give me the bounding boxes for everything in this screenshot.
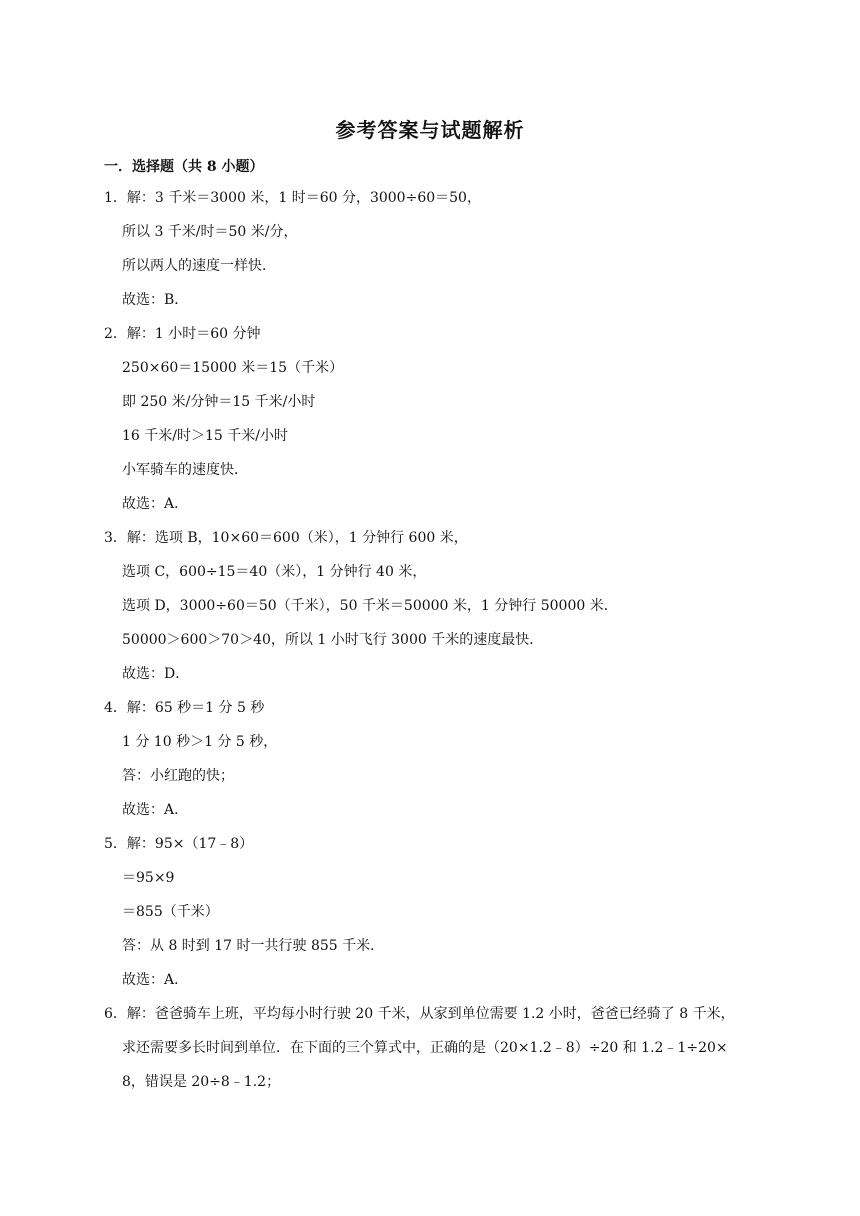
answer-6-line-1: 6．解：爸爸骑车上班，平均每小时行驶 20 千米，从家到单位需要 1.2 小时，爸爸已经骑了 8 千米， [104,1006,735,1022]
section-heading: 一．选择题（共 8 小题） [104,159,264,175]
answer-6-line-3: 8，错误是 20÷8﹣1.2； [122,1074,281,1090]
answer-2-line-1: 2．解：1 小时＝60 分钟 [104,326,261,342]
answer-1-choice: 故选：B． [122,292,189,308]
page-title: 参考答案与试题解析 [335,118,525,142]
answer-3-line-1: 3．解：选项 B，10×60＝600（米），1 分钟行 600 米， [104,530,468,546]
answer-5-choice: 故选：A． [122,972,189,988]
answer-4-line-3: 答：小红跑的快； [122,768,234,784]
answer-1-line-1: 1．解：3 千米＝3000 米，1 时＝60 分，3000÷60＝50， [104,190,481,206]
answer-2-line-2: 250×60＝15000 米＝15（千米） [122,360,344,376]
answer-4-line-1: 4．解：65 秒＝1 分 5 秒 [104,700,265,716]
answer-5-line-1: 5．解：95×（17﹣8） [104,836,254,852]
answer-5-line-2: ＝95×9 [122,870,175,886]
answer-3-line-3: 选项 D，3000÷60＝50（千米），50 千米＝50000 米，1 分钟行 50000 米． [122,598,618,614]
answer-6-line-2: 求还需要多长时间到单位．在下面的三个算式中，正确的是（20×1.2﹣8）÷20 和 1.2﹣1÷20× [122,1040,728,1056]
answer-1-line-3: 所以两人的速度一样快． [122,258,276,274]
answer-2-line-3: 即 250 米/分钟＝15 千米/小时 [122,394,316,410]
answer-3-line-2: 选项 C，600÷15＝40（米），1 分钟行 40 米， [122,564,427,580]
answer-2-choice: 故选：A． [122,496,189,512]
answer-3-line-4: 50000＞600＞70＞40，所以 1 小时飞行 3000 千米的速度最快． [122,632,544,648]
answer-2-line-4: 16 千米/时＞15 千米/小时 [122,428,288,444]
answer-5-line-3: ＝855（千米） [122,904,219,920]
answer-3-choice: 故选：D． [122,666,190,682]
answer-2-line-5: 小军骑车的速度快． [122,462,248,478]
answer-5-line-4: 答：从 8 时到 17 时一共行驶 855 千米． [122,938,385,954]
answer-1-line-2: 所以 3 千米/时＝50 米/分， [122,224,298,240]
answer-4-line-2: 1 分 10 秒＞1 分 5 秒， [122,734,278,750]
answer-4-choice: 故选：A． [122,802,189,818]
